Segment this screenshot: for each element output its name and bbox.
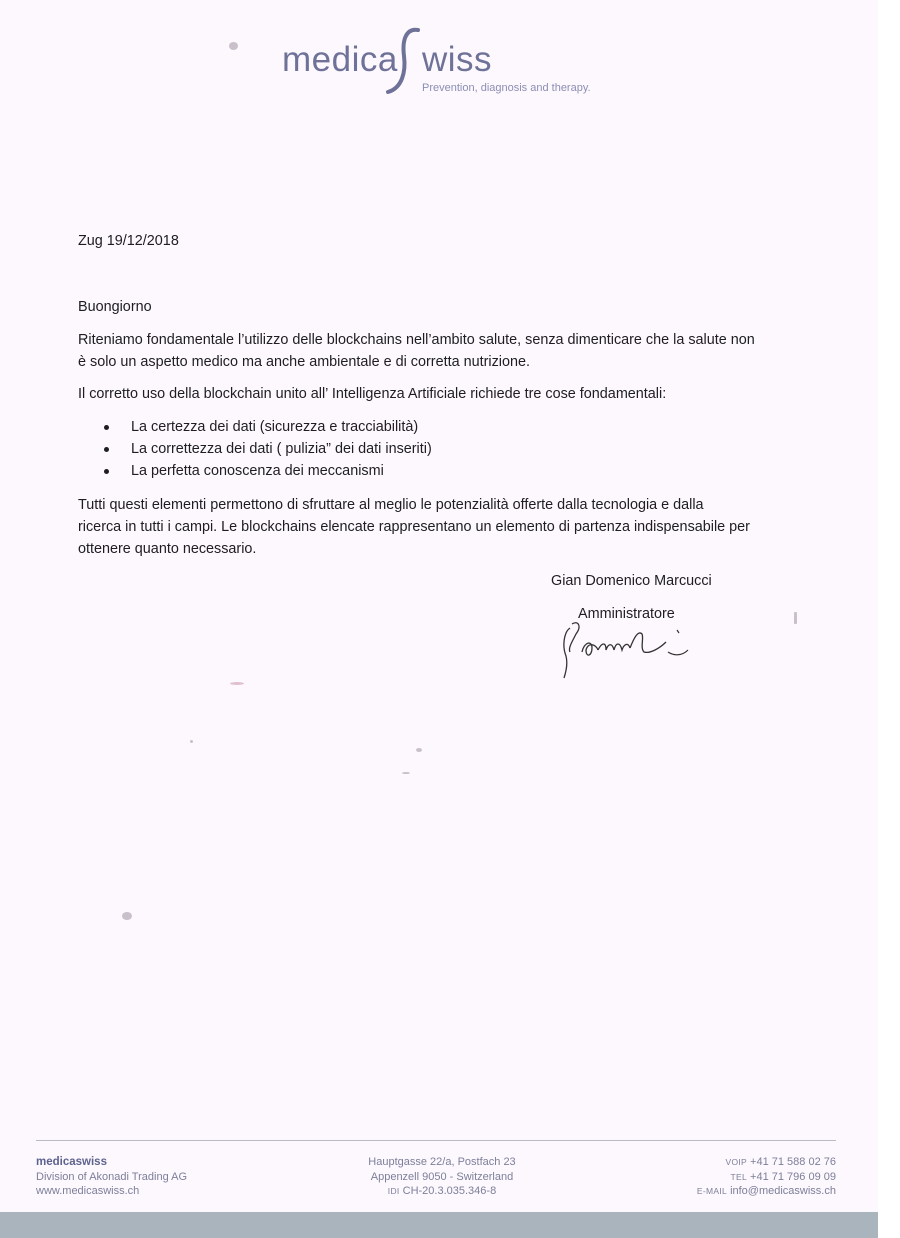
footer-address-line: Hauptgasse 22/a, Postfach 23 [368, 1156, 516, 1168]
logo-text-right: wiss [422, 40, 493, 79]
footer-website: www.medicaswiss.ch [36, 1185, 140, 1197]
footer-email [640, 1184, 836, 1199]
paper-speck [122, 912, 132, 920]
email-value: info@medicaswiss.ch [730, 1185, 836, 1197]
voip-value: +41 71 588 02 76 [750, 1156, 836, 1168]
logo-tagline: Prevention, diagnosis and therapy. [422, 82, 591, 94]
company-logo [282, 26, 612, 106]
scan-edge [878, 0, 900, 1238]
tel-label: TEL [730, 1171, 747, 1182]
footer-division: Division of Akonadi Trading AG [36, 1170, 188, 1183]
list-item [104, 438, 432, 460]
bullet-text: La certezza dei dati (sicurezza e tracciabilità) [131, 419, 419, 435]
paper-speck [230, 682, 244, 685]
footer-tel [640, 1170, 836, 1185]
footer-contact-block [640, 1155, 836, 1199]
scan-bottom-band [0, 1212, 878, 1238]
logo-swoosh-icon [380, 26, 428, 98]
bullet-dot-icon [104, 469, 109, 474]
bullet-dot-icon [104, 425, 109, 430]
bullet-text: La correttezza dei dati ( pulizia” dei dati inseriti) [131, 441, 432, 457]
greeting: Buongiorno [78, 299, 152, 315]
footer-divider [36, 1140, 836, 1141]
paragraph-1 [78, 329, 755, 373]
paragraph-3-line: ricerca in tutti i campi. Le blockchains elencate rappresentano un elemento di partenza indispensabile per [78, 519, 750, 535]
letter-date: Zug 19/12/2018 [78, 233, 179, 249]
paragraph-3-line: ottenere quanto necessario. [78, 541, 257, 557]
idi-label: IDI [387, 1186, 400, 1196]
idi-value: CH-20.3.035.346-8 [402, 1185, 497, 1197]
paragraph-1-line: Riteniamo fondamentale l’utilizzo delle blockchains nell’ambito salute, senza dimenticare che la salute non [78, 332, 755, 348]
footer-idi [367, 1184, 517, 1199]
footer-company-block [36, 1155, 187, 1199]
list-item [104, 416, 432, 438]
paper-speck [190, 740, 193, 743]
bullet-text: La perfetta conoscenza dei meccanismi [131, 463, 384, 479]
signer-role: Amministratore [578, 606, 675, 622]
email-label: E-MAIL [696, 1186, 727, 1196]
footer-voip [640, 1155, 836, 1170]
footer-address-line: Appenzell 9050 - Switzerland [370, 1170, 514, 1183]
paragraph-1-line: è solo un aspetto medico ma anche ambientale e di corretta nutrizione. [78, 354, 530, 370]
paper-speck [794, 612, 797, 624]
paper-speck [416, 748, 422, 752]
paragraph-3-line: Tutti questi elementi permettono di sfruttare al meglio le potenzialità offerte dalla tecnologia e dalla [78, 497, 704, 513]
footer-address-block [367, 1155, 517, 1199]
bullet-dot-icon [104, 447, 109, 452]
signer-name: Gian Domenico Marcucci [551, 573, 712, 589]
paper-speck [402, 772, 410, 774]
paragraph-3 [78, 494, 750, 560]
bullet-list [104, 416, 432, 482]
paper-speck [229, 42, 238, 50]
list-item [104, 460, 432, 482]
voip-label: VOIP [725, 1157, 747, 1167]
paragraph-2: Il corretto uso della blockchain unito all’ Intelligenza Artificiale richiede tre cose fondamentali: [78, 386, 667, 402]
tel-value: +41 71 796 09 09 [750, 1170, 836, 1183]
footer-company-name: medicaswiss [36, 1156, 107, 1168]
handwritten-signature [556, 612, 696, 680]
logo-text-left: medica [282, 40, 398, 79]
